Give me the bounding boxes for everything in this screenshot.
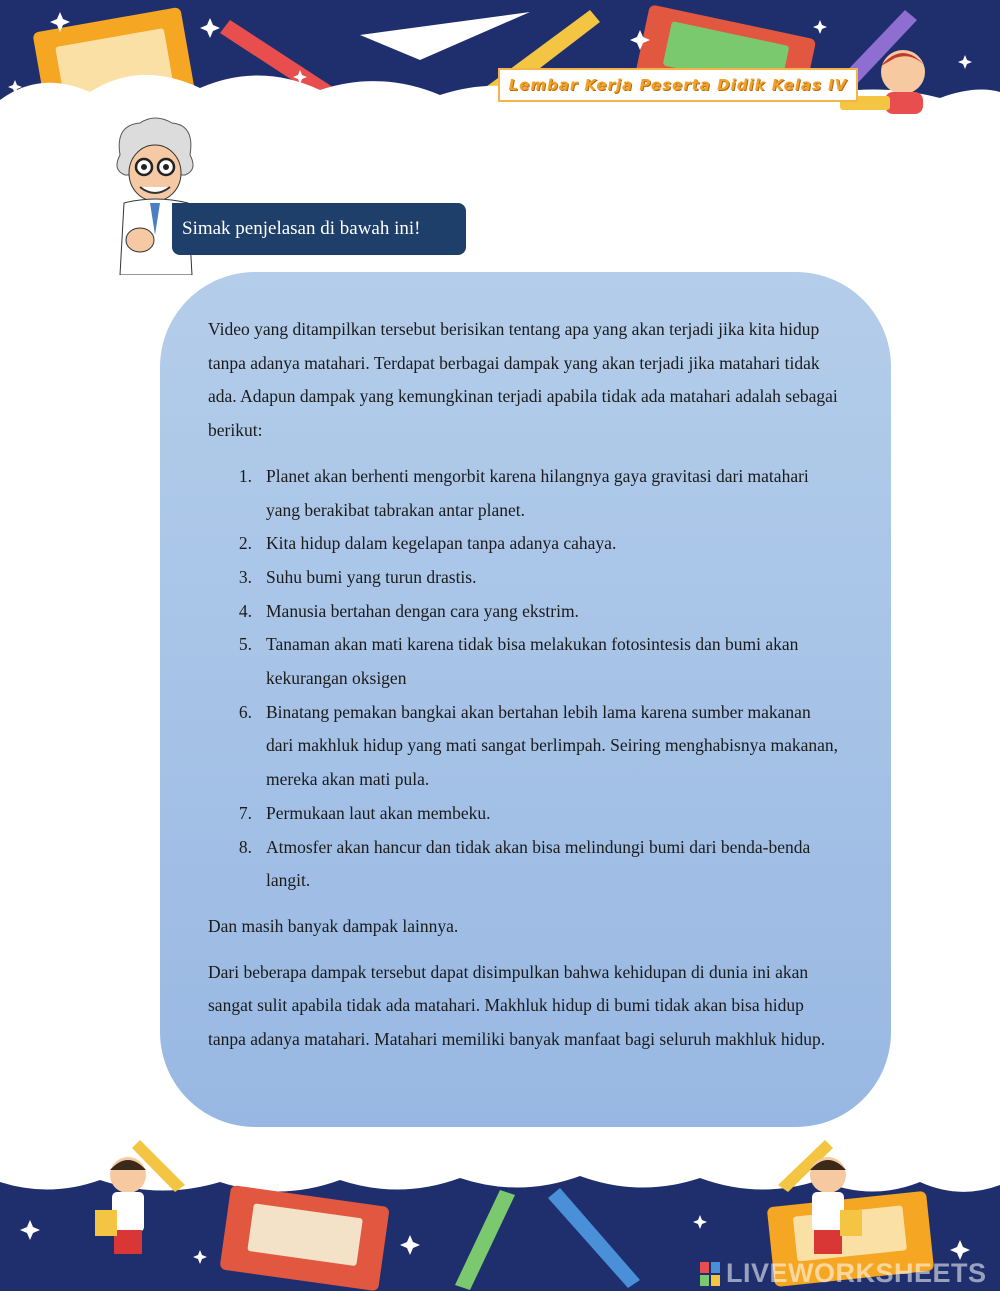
list-item	[208, 831, 841, 898]
intro-paragraph: Video yang ditampilkan tersebut berisikan tentang apa yang akan terjadi jika kita hidup tanpa adanya matahari. Terdapat berbagai dampak yang akan terjadi jika matahari tidak ada. Adapun dampak yang kemungkinan terjadi apabila tidak ada matahari adalah sebagai berikut:	[208, 319, 838, 441]
impact-list	[208, 460, 841, 898]
list-item-text: Kita hidup dalam kegelapan tanpa adanya cahaya.	[266, 533, 617, 554]
list-item-text: Planet akan berhenti mengorbit karena hilangnya gaya gravitasi dari matahari yang berakibat tabrakan antar planet.	[266, 465, 809, 520]
info-panel	[160, 272, 891, 1127]
list-item-number: 4.	[238, 600, 252, 621]
list-item-text: Atmosfer akan hancur dan tidak akan bisa melindungi bumi dari benda-benda langit.	[266, 836, 811, 891]
conclusion-paragraph: Dari beberapa dampak tersebut dapat disimpulkan bahwa kehidupan di dunia ini akan sangat sulit apabila tidak ada matahari. Makhluk hidup di bumi tidak akan bisa hidup tanpa adanya matahari. Matahari memiliki banyak manfaat bagi seluruh makhluk hidup.	[208, 961, 826, 1050]
other-impacts-paragraph: Dan masih banyak dampak lainnya.	[208, 915, 459, 936]
list-item-number: 6.	[238, 701, 252, 722]
list-item-number: 3.	[238, 566, 252, 587]
list-item-number: 8.	[238, 836, 252, 857]
worksheet-header-label: Lembar Kerja Peserta Didik Kelas IV	[498, 68, 858, 102]
list-item-text: Suhu bumi yang turun drastis.	[266, 566, 477, 587]
list-item	[208, 561, 841, 595]
watermark-text: LIVEWORKSHEETS	[726, 1258, 987, 1288]
liveworksheets-logo-icon	[700, 1262, 720, 1286]
list-item-number: 2.	[238, 533, 252, 554]
list-item-text: Manusia bertahan dengan cara yang ekstrim.	[266, 600, 579, 621]
list-item-number: 7.	[238, 802, 252, 823]
list-item	[208, 595, 841, 629]
list-item	[208, 628, 841, 695]
instruction-text: Simak penjelasan di bawah ini!	[182, 218, 421, 239]
list-item	[208, 696, 841, 797]
liveworksheets-watermark	[700, 1258, 987, 1289]
list-item-number: 5.	[238, 634, 252, 655]
list-item-text: Permukaan laut akan membeku.	[266, 802, 491, 823]
list-item	[208, 527, 841, 561]
list-item-number: 1.	[238, 465, 252, 486]
list-item	[208, 460, 841, 527]
list-item-text: Tanaman akan mati karena tidak bisa melakukan fotosintesis dan bumi akan kekurangan oksigen	[266, 634, 799, 689]
instruction-banner	[172, 203, 466, 255]
list-item	[208, 797, 841, 831]
list-item-text: Binatang pemakan bangkai akan bertahan lebih lama karena sumber makanan dari makhluk hidup yang mati sangat berlimpah. Seiring menghabisnya makanan, mereka akan mati pula.	[266, 701, 839, 790]
